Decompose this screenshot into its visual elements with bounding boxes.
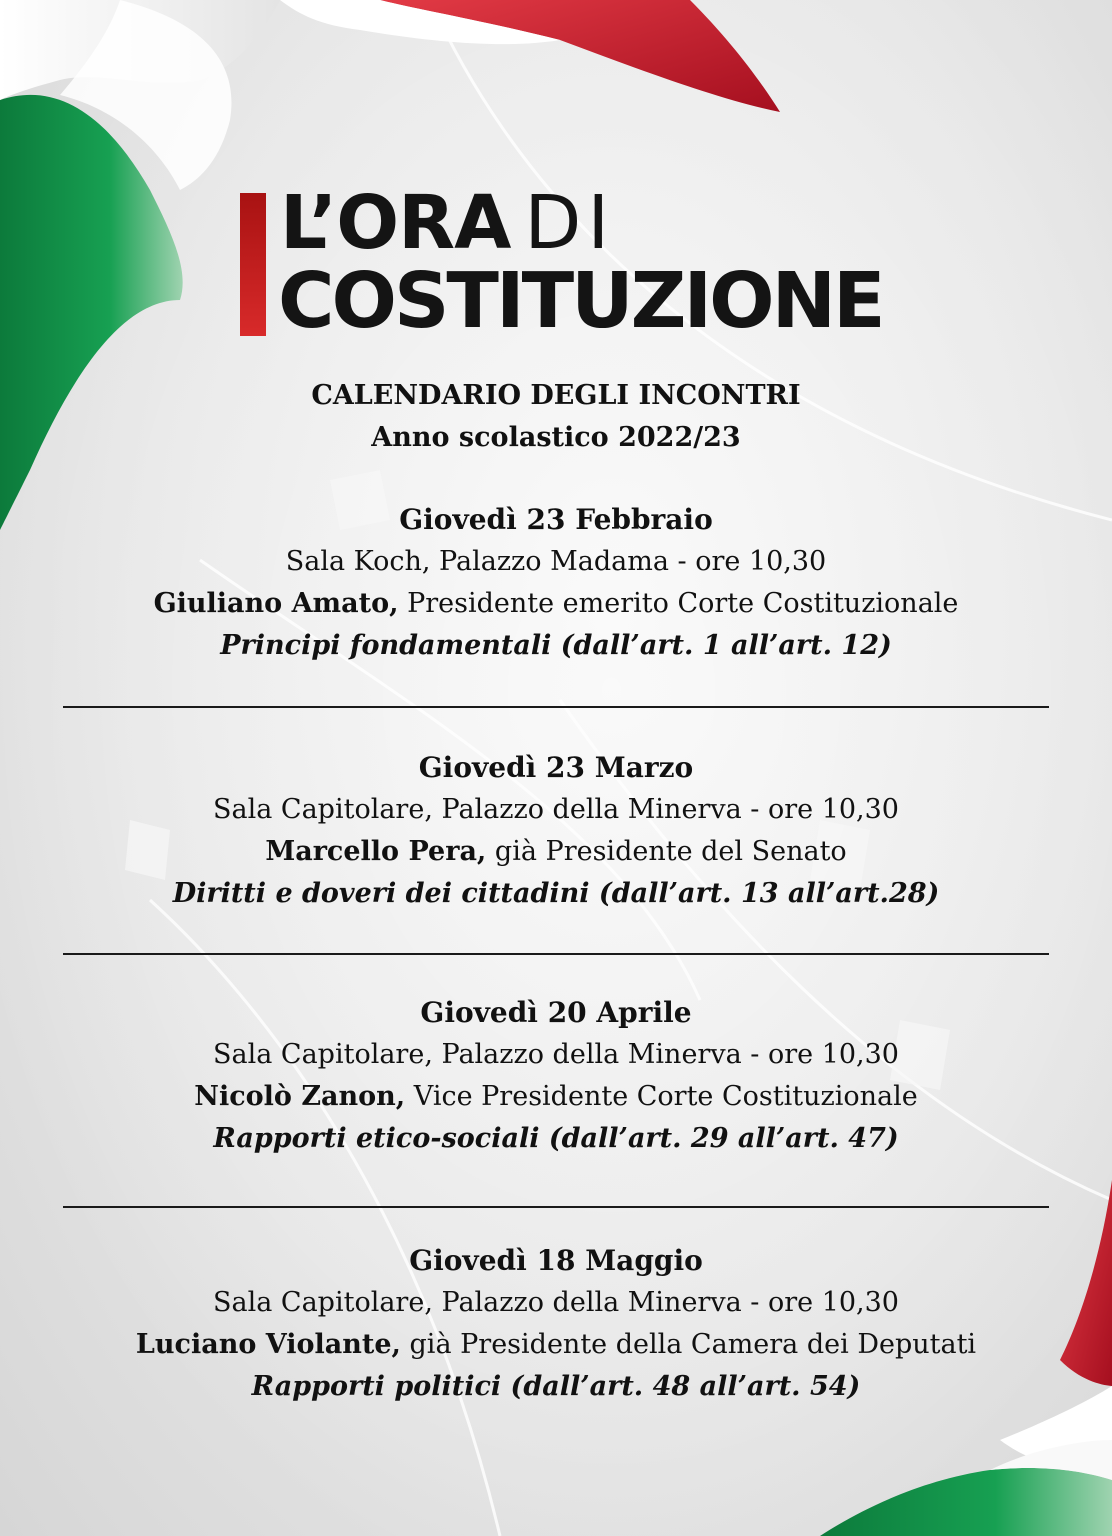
event-date: Giovedì 18 Maggio bbox=[409, 1244, 703, 1277]
event-3 bbox=[0, 992, 1112, 1160]
event-place: Sala Capitolare, Palazzo della Minerva - ore 10,30 bbox=[213, 1287, 899, 1318]
divider-2 bbox=[63, 953, 1049, 955]
event-date: Giovedì 20 Aprile bbox=[420, 996, 692, 1029]
event-place: Sala Capitolare, Palazzo della Minerva - ore 10,30 bbox=[213, 794, 899, 825]
event-1 bbox=[0, 499, 1112, 667]
event-date: Giovedì 23 Febbraio bbox=[399, 503, 713, 536]
logo-line-1-thin: DI bbox=[524, 180, 616, 266]
event-topic: Diritti e doveri dei cittadini (dall’art. 13 all’art.28) bbox=[172, 878, 940, 909]
logo-line-1 bbox=[280, 180, 616, 266]
logo-line-1-bold: L’ORA bbox=[280, 180, 511, 266]
event-date: Giovedì 23 Marzo bbox=[418, 751, 694, 784]
event-place: Sala Capitolare, Palazzo della Minerva - ore 10,30 bbox=[213, 1039, 899, 1070]
event-place: Sala Koch, Palazzo Madama - ore 10,30 bbox=[285, 546, 827, 577]
divider-3 bbox=[63, 1206, 1049, 1208]
speaker-role: già Presidente del Senato bbox=[486, 836, 847, 867]
speaker-name: Nicolò Zanon, bbox=[194, 1081, 406, 1112]
speaker-name: Giuliano Amato, bbox=[153, 588, 399, 619]
speaker-name: Luciano Violante, bbox=[135, 1329, 401, 1360]
logo-line-2: COSTITUZIONE bbox=[278, 257, 883, 346]
school-year: Anno scolastico 2022/23 bbox=[371, 422, 741, 453]
speaker-role: già Presidente della Camera dei Deputati bbox=[400, 1329, 977, 1360]
speaker-role: Presidente emerito Corte Costituzionale bbox=[398, 588, 959, 619]
speaker-role: Vice Presidente Corte Costituzionale bbox=[405, 1081, 918, 1112]
event-speaker bbox=[0, 1076, 1112, 1118]
calendar-title: CALENDARIO DEGLI INCONTRI bbox=[311, 380, 801, 411]
event-speaker bbox=[0, 831, 1112, 873]
divider-1 bbox=[63, 706, 1049, 708]
speaker-name: Marcello Pera, bbox=[265, 836, 487, 867]
event-4 bbox=[0, 1240, 1112, 1408]
event-topic: Rapporti etico-sociali (dall’art. 29 all’art. 47) bbox=[213, 1123, 899, 1154]
logo-red-bar bbox=[240, 193, 266, 336]
event-speaker bbox=[0, 583, 1112, 625]
event-topic: Rapporti politici (dall’art. 48 all’art. 54) bbox=[251, 1371, 861, 1402]
event-speaker bbox=[0, 1324, 1112, 1366]
event-topic: Principi fondamentali (dall’art. 1 all’art. 12) bbox=[220, 630, 892, 661]
event-2 bbox=[0, 747, 1112, 915]
